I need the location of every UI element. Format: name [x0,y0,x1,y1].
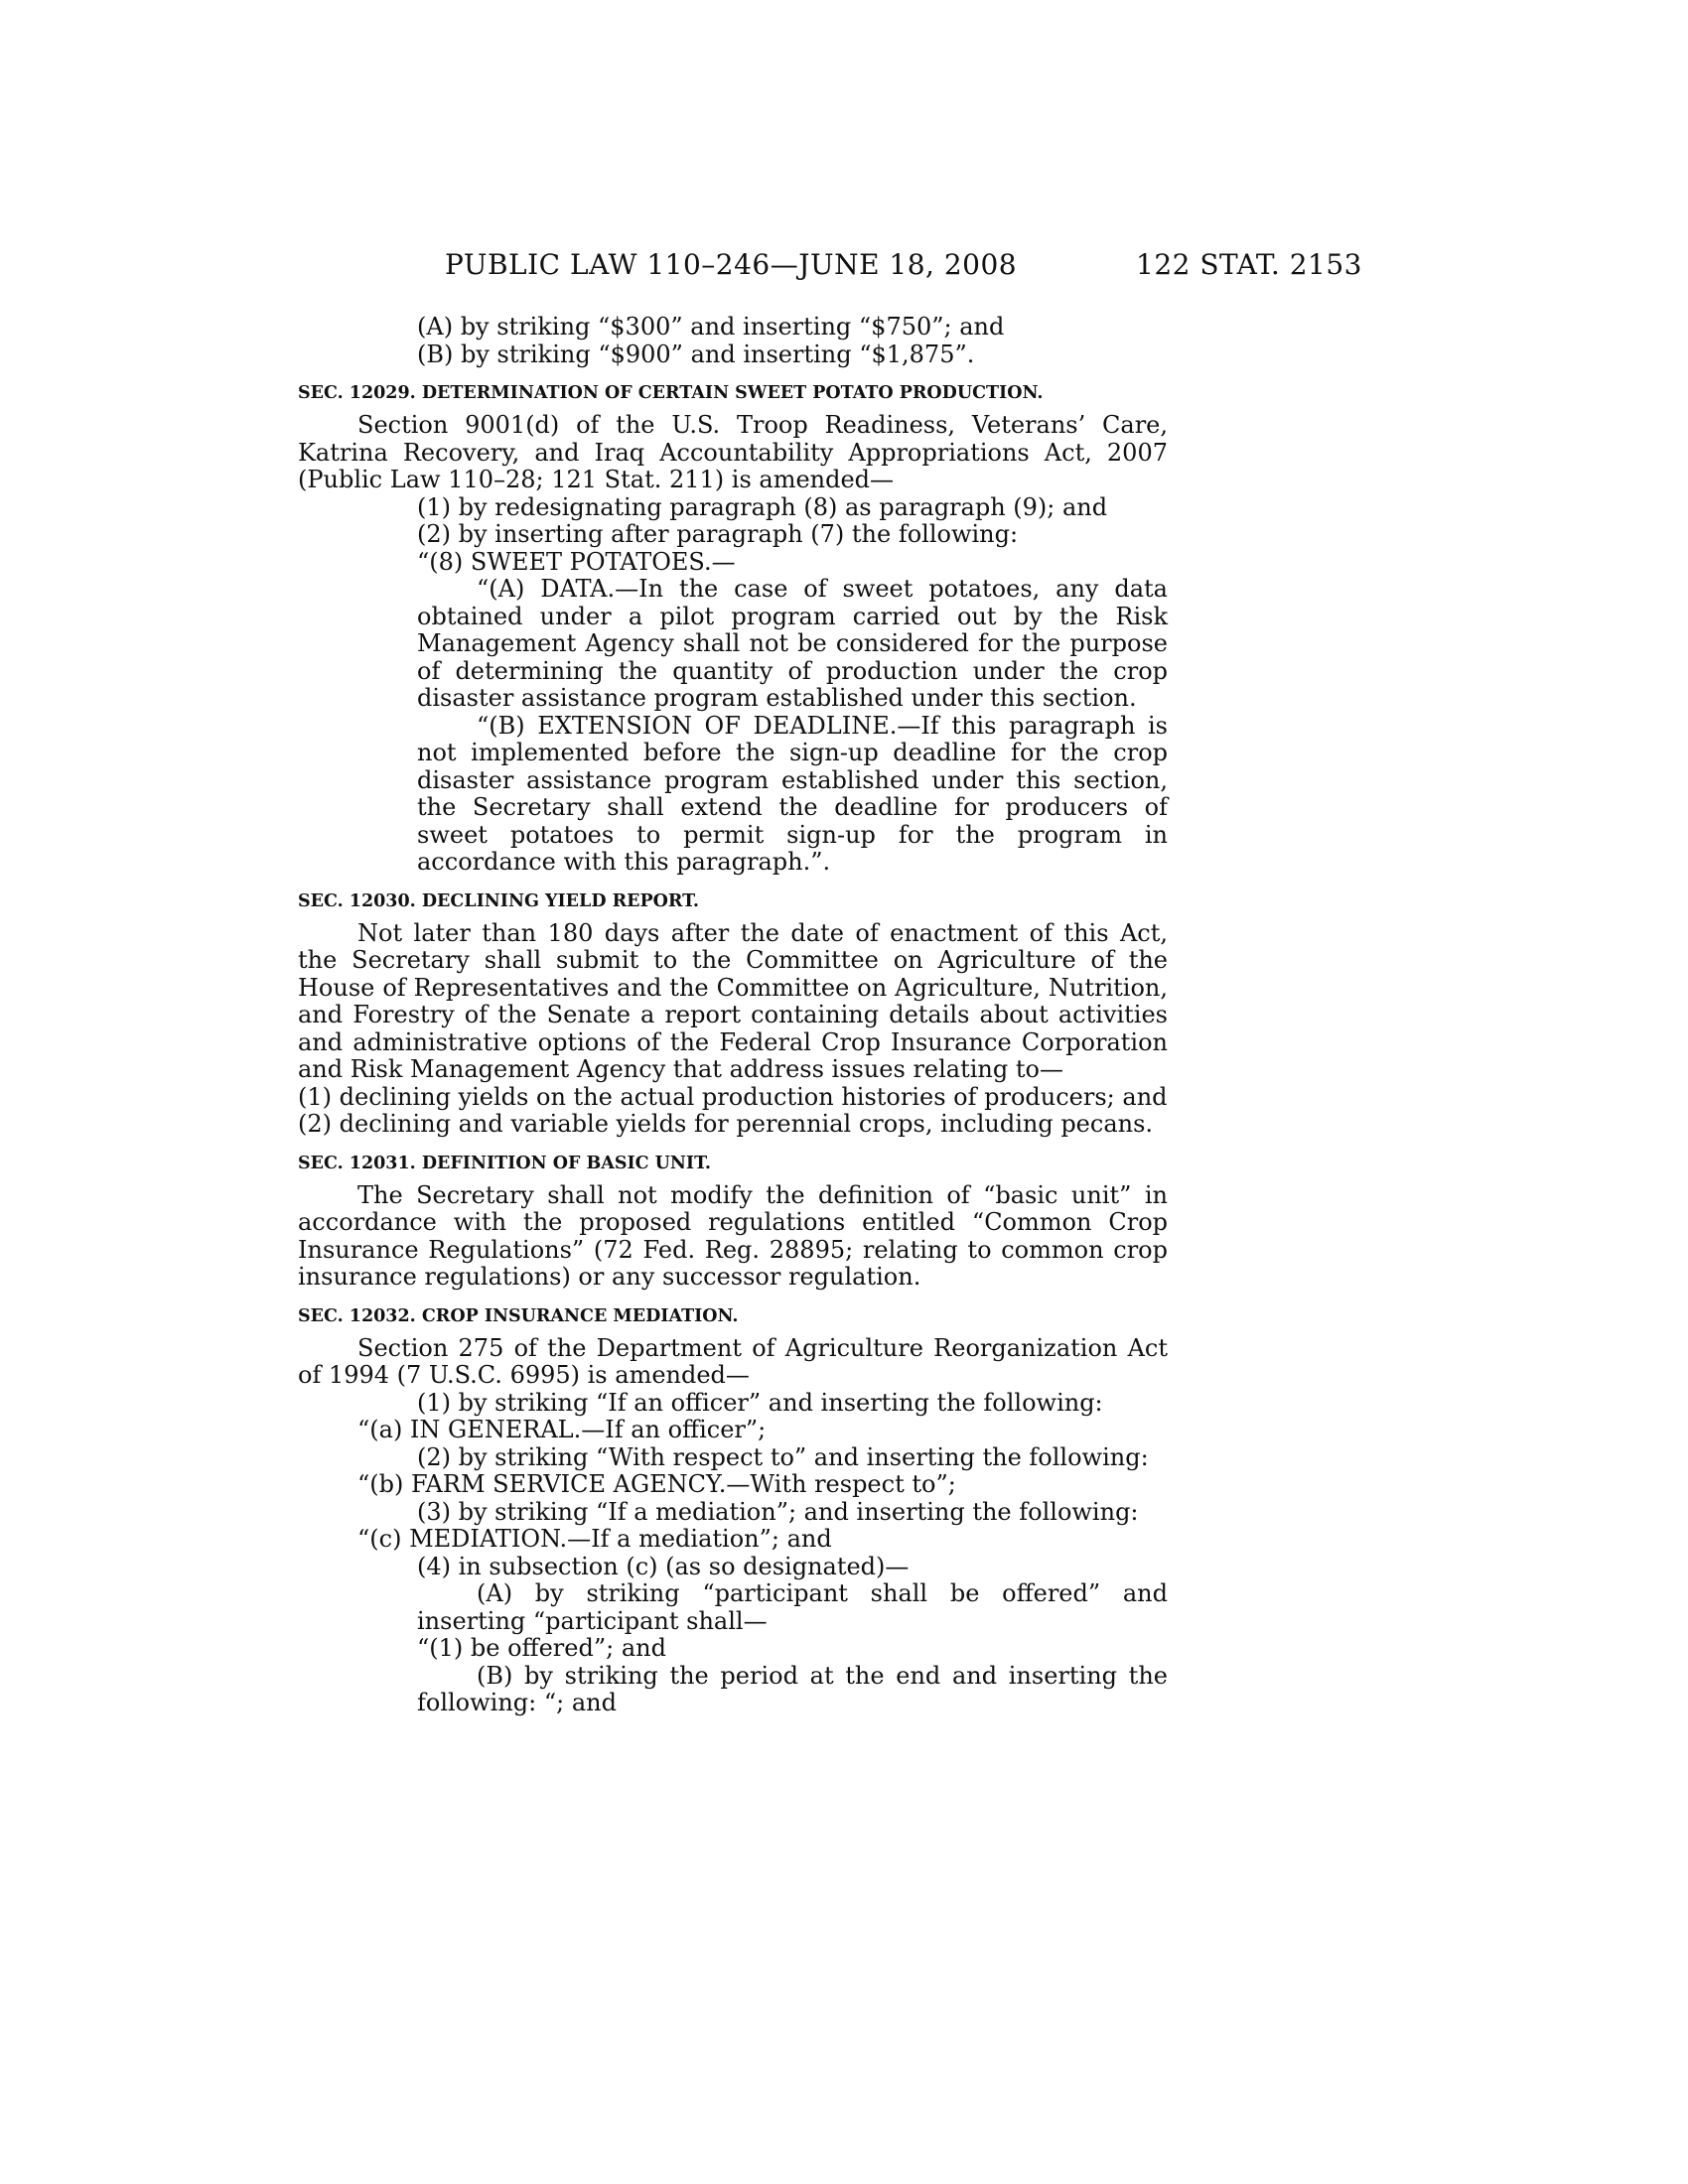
amendment-subitem: (A) by striking “participant shall be offered” and inserting “participant shall— [417,1579,1168,1635]
list-item: (1) declining yields on the actual production histories of producers; and [298,1082,1168,1111]
amendment-item: (1) by striking “If an officer” and inserting the following: [417,1388,1103,1417]
statute-page-number: 122 STAT. 2153 [1136,248,1362,281]
inserted-text: “(c) MEDIATION.—If a mediation”; and [357,1525,832,1553]
running-head-title: PUBLIC LAW 110–246—JUNE 18, 2008 [445,248,1018,281]
amendment-item: (1) by redesignating paragraph (8) as paragraph (9); and [417,492,1108,521]
amendment-item: (3) by striking “If a mediation”; and inserting the following: [417,1497,1139,1526]
section-heading: SEC. 12031. DEFINITION OF BASIC UNIT. [298,1153,711,1173]
inserted-subparagraph: “(B) EXTENSION OF DEADLINE.—If this paragraph is not implemented before the sign-up deadline for the crop disaster assistance program established under this section, the Secretary shall extend the deadline for producers of sweet potatoes to permit sign-up for the program in accordance with this paragraph.”. [417,711,1168,876]
section-heading: SEC. 12032. CROP INSURANCE MEDIATION. [298,1305,739,1326]
page-header [445,248,1362,284]
section-heading: SEC. 12029. DETERMINATION OF CERTAIN SWEET POTATO PRODUCTION. [298,383,1044,403]
inserted-text: “(a) IN GENERAL.—If an officer”; [357,1416,767,1443]
inserted-heading: “(8) SWEET POTATOES.— [417,547,736,576]
amendment-subitem: (B) by striking the period at the end and inserting the following: “; and [417,1661,1168,1716]
inserted-text: “(1) be offered”; and [417,1634,666,1662]
document-body [298,314,1168,1717]
body-paragraph: Section 275 of the Department of Agriculture Reorganization Act of 1994 (7 U.S.C. 6995) is amended— [298,1333,1168,1389]
amendment-item: (2) by inserting after paragraph (7) the following: [417,520,1019,548]
amendment-item: (2) by striking “With respect to” and inserting the following: [417,1442,1149,1471]
body-paragraph: Section 9001(d) of the U.S. Troop Readiness, Veterans’ Care, Katrina Recovery, and Iraq Accountability Appropriations Act, 2007 (Public Law 110–28; 121 Stat. 211) is amended— [298,411,1168,493]
body-paragraph: Not later than 180 days after the date of enactment of this Act, the Secretary shall submit to the Committee on Agriculture of the House of Representatives and the Committee on Agriculture, Nutrition, and Forestry of the Senate a report containing details about activities and administrative options of the Federal Crop Insurance Corporation and Risk Management Agency that address issues relating to— [298,918,1168,1083]
amendment-item: (A) by striking “$300” and inserting “$750”; and [417,313,1005,341]
body-paragraph: The Secretary shall not modify the definition of “basic unit” in accordance with the proposed regulations entitled “Common Crop Insurance Regulations” (72 Fed. Reg. 28895; relating to common crop insurance regulations) or any successor regulation. [298,1180,1168,1291]
section-heading: SEC. 12030. DECLINING YIELD REPORT. [298,890,699,911]
inserted-text: “(b) FARM SERVICE AGENCY.—With respect to”; [357,1470,956,1498]
list-item: (2) declining and variable yields for perennial crops, including pecans. [298,1110,1154,1138]
amendment-item: (B) by striking “$900” and inserting “$1,875”. [417,340,975,368]
inserted-subparagraph: “(A) DATA.—In the case of sweet potatoes, any data obtained under a pilot program carried out by the Risk Management Agency shall not be considered for the purpose of determining the quantity of production under the crop disaster assistance program established under this section. [417,575,1168,712]
amendment-item: (4) in subsection (c) (as so designated)— [417,1552,910,1580]
